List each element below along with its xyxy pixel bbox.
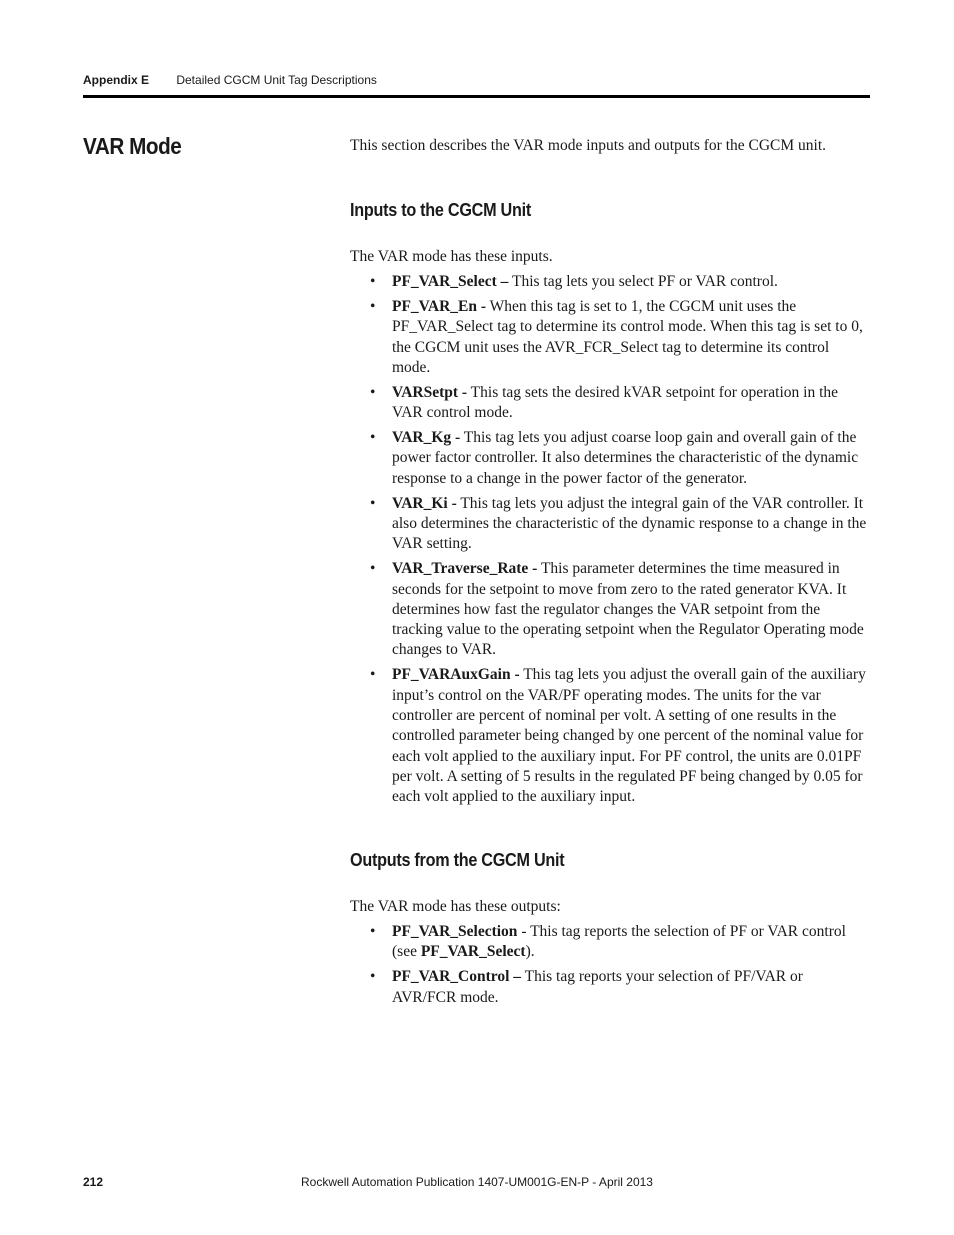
list-item [370, 922, 870, 963]
tag-name: PF_VAR_Selection [392, 923, 518, 940]
bullet-icon: • [370, 968, 376, 986]
tag-description: This tag lets you adjust coarse loop gain and overall gain of the power factor controller. It also determines the characteristic of the dynamic response to a change in the power factor of the generator. [392, 429, 859, 487]
tag-description: This tag reports your selection of PF/VAR or AVR/FCR mode. [392, 968, 803, 1006]
bullet-icon: • [370, 666, 376, 684]
bullet-icon: • [370, 429, 376, 447]
running-header [83, 73, 869, 87]
tag-name: VAR_Traverse_Rate - [392, 560, 538, 578]
tag-description: This tag sets the desired kVAR setpoint for operation in the VAR control mode. [392, 383, 839, 422]
list-item [370, 665, 870, 807]
outputs-list [370, 922, 870, 1013]
tag-description: This tag lets you adjust the overall gain of the auxiliary input’s control on the VAR/PF operating modes. The units for the var controller are percent of nominal per volt. A setting of one results in the controlled parameter being changed by one percent of the nominal value for each volt applied to the auxiliary input. For PF control, the units are 0.01PF per volt. A setting of 5 results in the regulated PF being changed by 0.05 for each volt applied to the auxiliary input. [392, 666, 866, 806]
tag-description: When this tag is set to 1, the CGCM unit uses the PF_VAR_Select tag to determine its control mode. When this tag is set to 0, the CGCM unit uses the AVR_FCR_Select tag to determine its control mode. [392, 297, 863, 376]
tag-name: PF_VAR_Select – [392, 273, 509, 290]
bullet-icon: • [370, 383, 376, 401]
list-item [370, 967, 870, 1008]
tag-name: PF_VARAuxGain - [392, 666, 520, 684]
bullet-icon: • [370, 923, 376, 940]
bullet-icon: • [370, 560, 376, 578]
header-rule [83, 95, 870, 98]
list-item [370, 272, 870, 292]
bullet-icon: • [370, 273, 376, 290]
list-item [370, 297, 870, 378]
publication-footer: Rockwell Automation Publication 1407-UM001G-EN-P - April 2013 [301, 1175, 653, 1189]
inputs-lead: The VAR mode has these inputs. [350, 248, 553, 265]
tag-description: This parameter determines the time measured in seconds for the setpoint to move from zero to the rated generator KVA. It determines how fast the regulator changes the VAR setpoint from the tracking value to the operating setpoint when the Regulator Operating mode changes to VAR. [392, 560, 864, 659]
list-item [370, 428, 870, 489]
header-title: Detailed CGCM Unit Tag Descriptions [176, 73, 377, 87]
page-number: 212 [83, 1175, 104, 1189]
tag-name: VAR_Kg - [392, 429, 461, 447]
tag-description-end: ). [525, 943, 535, 961]
tag-description: This tag lets you adjust the integral gain of the VAR controller. It also determines the characteristic of the dynamic response to a change in the VAR setting. [392, 494, 867, 553]
intro-paragraph: This section describes the VAR mode inputs and outputs for the CGCM unit. [350, 137, 827, 154]
list-item [370, 383, 870, 424]
tag-description: This tag lets you select PF or VAR control. [508, 273, 778, 290]
tag-reference: PF_VAR_Select [420, 943, 526, 961]
list-item [370, 559, 870, 660]
bullet-icon: • [370, 297, 376, 315]
tag-description: - This tag reports the selection of PF or VAR control (see [392, 923, 846, 961]
tag-name: VAR_Ki - [392, 494, 457, 512]
outputs-lead: The VAR mode has these outputs: [350, 898, 561, 915]
list-item [370, 494, 870, 555]
bullet-icon: • [370, 494, 376, 512]
inputs-list [370, 272, 870, 812]
tag-name: PF_VAR_En - [392, 297, 487, 315]
inputs-heading: Inputs to the CGCM Unit [350, 200, 531, 220]
tag-name: PF_VAR_Control – [392, 968, 522, 986]
appendix-label: Appendix E [83, 73, 150, 87]
section-title: VAR Mode [83, 133, 182, 159]
outputs-heading: Outputs from the CGCM Unit [350, 850, 565, 870]
tag-name: VARSetpt - [392, 383, 468, 401]
